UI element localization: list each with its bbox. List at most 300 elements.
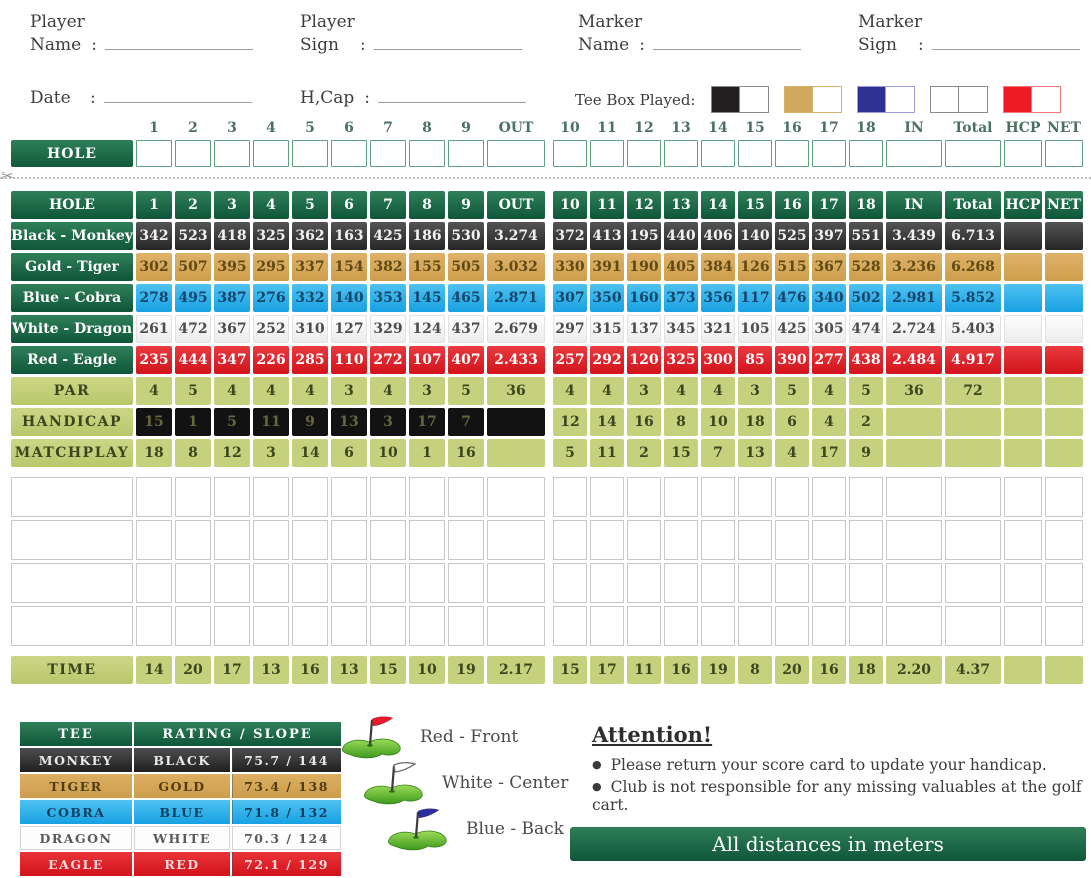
hole-number: 14 <box>708 120 728 136</box>
score-entry-box <box>331 140 367 167</box>
score-entry-box <box>448 140 484 167</box>
row-label: Black - Monkey <box>11 222 133 250</box>
score-cell: 350 <box>590 284 624 312</box>
score-cell: 2 <box>627 439 661 467</box>
score-cell <box>945 439 1001 467</box>
blank-write-line <box>378 90 526 103</box>
column-header: 10 <box>553 191 587 219</box>
score-cell: 126 <box>738 253 772 281</box>
score-entry-cell <box>627 520 661 560</box>
blank-write-line <box>374 37 522 50</box>
score-entry-cell <box>664 477 698 517</box>
score-cell: 438 <box>849 346 883 374</box>
score-entry-cell <box>945 563 1001 603</box>
score-cell: 278 <box>136 284 172 312</box>
field-label: Date <box>30 88 71 108</box>
colon: : <box>90 88 96 108</box>
score-row <box>553 346 1083 374</box>
hole-number: 12 <box>634 120 654 136</box>
blue-flag-green-icon <box>382 806 454 852</box>
score-entry-cell <box>136 477 172 517</box>
time-cell: 16 <box>812 656 846 684</box>
row-label: MATCHPLAY <box>11 439 133 467</box>
time-cell: 16 <box>292 656 328 684</box>
legend-item-blue-back <box>382 806 586 852</box>
score-cell: 5.403 <box>945 315 1001 343</box>
score-cell: 154 <box>331 253 367 281</box>
handicap-field <box>300 88 526 109</box>
score-cell: 10 <box>701 408 735 436</box>
score-entry-cell <box>738 477 772 517</box>
score-row <box>553 284 1083 312</box>
score-cell: 440 <box>664 222 698 250</box>
score-cell <box>487 408 545 436</box>
score-entry-cell <box>945 477 1001 517</box>
score-cell: 4 <box>812 408 846 436</box>
hole-number: 7 <box>383 120 393 136</box>
score-entry-cell <box>1004 477 1042 517</box>
score-entry-cell <box>701 477 735 517</box>
score-cell: 444 <box>175 346 211 374</box>
hole-number: 6 <box>344 120 354 136</box>
column-header: 2 <box>175 191 211 219</box>
score-entry-box <box>701 140 735 167</box>
marker-sign-field <box>858 12 1080 57</box>
score-cell: 4.917 <box>945 346 1001 374</box>
column-header: 13 <box>664 191 698 219</box>
score-entry-cell <box>553 563 587 603</box>
score-entry-cell <box>487 606 545 646</box>
score-cell: 2 <box>849 408 883 436</box>
score-entry-box <box>1045 140 1083 167</box>
score-cell: 2.433 <box>487 346 545 374</box>
tee-rating: GOLD <box>134 774 230 798</box>
score-entry-cell <box>214 606 250 646</box>
score-cell: 137 <box>627 315 661 343</box>
score-cell <box>1004 377 1042 405</box>
score-entry-cell <box>136 606 172 646</box>
score-cell: 406 <box>701 222 735 250</box>
tee-swatch-empty <box>959 87 987 112</box>
score-entry-box <box>945 140 1001 167</box>
score-cell: 321 <box>701 315 735 343</box>
score-entry-cell <box>627 563 661 603</box>
score-row <box>553 315 1083 343</box>
column-header: NET <box>1045 191 1083 219</box>
hole-number: 11 <box>597 120 617 136</box>
attention-title: Attention! <box>592 722 713 747</box>
field-label: Marker <box>578 12 643 32</box>
score-entry-box <box>775 140 809 167</box>
time-cell: 14 <box>136 656 172 684</box>
score-entry-cell <box>370 520 406 560</box>
player-name-field <box>30 12 253 57</box>
colon: : <box>360 35 366 56</box>
marker-name-field <box>578 12 801 57</box>
tee-box-swatch-black <box>711 86 769 113</box>
score-entry-cell <box>292 477 328 517</box>
score-cell: 502 <box>849 284 883 312</box>
score-cell: 140 <box>738 222 772 250</box>
time-cell: 18 <box>849 656 883 684</box>
score-entry-cell <box>627 477 661 517</box>
hole-number: OUT <box>498 120 534 136</box>
score-cell <box>1045 408 1083 436</box>
score-cell: 13 <box>331 408 367 436</box>
score-cell <box>945 408 1001 436</box>
score-cell: 395 <box>214 253 250 281</box>
field-label: H,Cap <box>300 88 355 108</box>
score-cell: 362 <box>292 222 328 250</box>
score-cell: 390 <box>775 346 809 374</box>
tee-swatch-empty <box>740 87 768 112</box>
score-entry-box <box>253 140 289 167</box>
score-cell: 2.484 <box>886 346 942 374</box>
hole-number: 9 <box>461 120 471 136</box>
score-cell: 5 <box>849 377 883 405</box>
time-cell: 4.37 <box>945 656 1001 684</box>
score-cell <box>886 439 942 467</box>
score-cell <box>886 408 942 436</box>
score-cell <box>1045 315 1083 343</box>
tee-name: EAGLE <box>20 852 132 876</box>
score-entry-cell <box>1004 563 1042 603</box>
row-label: Gold - Tiger <box>11 253 133 281</box>
score-cell: 551 <box>849 222 883 250</box>
column-header: 14 <box>701 191 735 219</box>
score-cell: 4 <box>775 439 809 467</box>
score-entry-box <box>487 140 545 167</box>
score-cell: 6.268 <box>945 253 1001 281</box>
score-cell: 295 <box>253 253 289 281</box>
score-cell: 14 <box>292 439 328 467</box>
score-cell <box>1004 284 1042 312</box>
score-row <box>11 346 545 374</box>
blank-row <box>553 477 1083 517</box>
score-cell <box>1045 346 1083 374</box>
column-header: 5 <box>292 191 328 219</box>
score-cell: 85 <box>738 346 772 374</box>
score-entry-cell <box>331 520 367 560</box>
score-entry-cell <box>253 606 289 646</box>
score-cell: 120 <box>627 346 661 374</box>
time-cell: 20 <box>775 656 809 684</box>
field-label: Sign <box>300 35 339 56</box>
hole-number: HCP <box>1005 120 1041 136</box>
score-cell: 36 <box>886 377 942 405</box>
hole-row-label: HOLE <box>11 140 133 167</box>
player-score-grid <box>8 474 548 649</box>
time-cell: 13 <box>253 656 289 684</box>
score-cell: 105 <box>738 315 772 343</box>
tee-swatch-filled <box>931 87 959 112</box>
time-row <box>553 656 1083 684</box>
score-entry-cell <box>945 520 1001 560</box>
score-entry-cell <box>812 520 846 560</box>
tee-slope: 71.8 / 132 <box>232 800 341 824</box>
blank-write-line <box>105 37 253 50</box>
time-cell: 15 <box>370 656 406 684</box>
tee-box-played <box>575 86 1076 113</box>
score-entry-cell <box>849 563 883 603</box>
tee-swatch-filled <box>712 87 740 112</box>
score-entry-cell <box>331 606 367 646</box>
score-cell <box>1004 315 1042 343</box>
score-entry-cell <box>292 563 328 603</box>
score-cell: 4 <box>136 377 172 405</box>
back-nine-section <box>550 188 1086 687</box>
score-entry-cell <box>775 606 809 646</box>
score-entry-cell <box>409 477 445 517</box>
score-cell: 382 <box>370 253 406 281</box>
score-cell: 4 <box>590 377 624 405</box>
scissors-icon: ✂ <box>1 167 14 185</box>
legend-item-white-center <box>358 760 586 806</box>
score-cell: 474 <box>849 315 883 343</box>
score-entry-cell <box>553 606 587 646</box>
score-cell: 425 <box>370 222 406 250</box>
time-cell: 19 <box>701 656 735 684</box>
score-entry-box <box>553 140 587 167</box>
score-cell: 6 <box>331 439 367 467</box>
hole-number: 5 <box>305 120 315 136</box>
score-cell: 3 <box>409 377 445 405</box>
hole-number: 3 <box>227 120 237 136</box>
score-cell: 407 <box>448 346 484 374</box>
score-cell: 3 <box>331 377 367 405</box>
score-entry-cell <box>292 520 328 560</box>
tee-name: DRAGON <box>20 826 132 850</box>
score-cell: 367 <box>812 253 846 281</box>
time-cell: 17 <box>214 656 250 684</box>
score-entry-cell <box>448 520 484 560</box>
tee-slope: 72.1 / 129 <box>232 852 341 876</box>
score-cell: 2.724 <box>886 315 942 343</box>
score-entry-cell <box>886 477 942 517</box>
tee-table-row <box>20 774 341 798</box>
legend-label: Blue - Back <box>466 819 564 839</box>
score-cell: 261 <box>136 315 172 343</box>
tee-rating: BLACK <box>134 748 230 772</box>
score-row <box>11 284 545 312</box>
blank-row <box>11 520 545 560</box>
score-cell: 257 <box>553 346 587 374</box>
score-entry-box <box>175 140 211 167</box>
score-row <box>11 253 545 281</box>
score-entry-cell <box>886 520 942 560</box>
score-cell: 367 <box>214 315 250 343</box>
front-score-entry-grid <box>8 474 548 649</box>
tee-name: COBRA <box>20 800 132 824</box>
score-entry-cell <box>370 563 406 603</box>
score-entry-box <box>590 140 624 167</box>
score-cell: 5 <box>553 439 587 467</box>
tee-rating: RED <box>134 852 230 876</box>
colon: : <box>364 88 370 108</box>
hole-entry-table <box>8 116 548 170</box>
score-cell: 6 <box>775 408 809 436</box>
column-header: HCP <box>1004 191 1042 219</box>
score-cell <box>1045 253 1083 281</box>
score-cell: 5.852 <box>945 284 1001 312</box>
column-header: HOLE <box>11 191 133 219</box>
score-entry-box <box>292 140 328 167</box>
hole-number: 2 <box>188 120 198 136</box>
score-cell: 332 <box>292 284 328 312</box>
time-cell: 2.20 <box>886 656 942 684</box>
hole-number: 1 <box>149 120 159 136</box>
score-cell: 5 <box>175 377 211 405</box>
score-cell: 252 <box>253 315 289 343</box>
score-cell: 405 <box>664 253 698 281</box>
score-row <box>553 408 1083 436</box>
score-entry-box <box>370 140 406 167</box>
score-entry-cell <box>1004 606 1042 646</box>
score-entry-cell <box>812 606 846 646</box>
score-cell: 117 <box>738 284 772 312</box>
score-cell: 3.032 <box>487 253 545 281</box>
score-cell: 1 <box>409 439 445 467</box>
score-cell: 16 <box>448 439 484 467</box>
score-cell: 373 <box>664 284 698 312</box>
row-label: Blue - Cobra <box>11 284 133 312</box>
score-entry-cell <box>590 477 624 517</box>
score-cell: 297 <box>553 315 587 343</box>
score-entry-cell <box>136 520 172 560</box>
score-entry-cell <box>738 520 772 560</box>
score-cell: 345 <box>664 315 698 343</box>
row-label: PAR <box>11 377 133 405</box>
hole-entry-table <box>550 116 1086 170</box>
score-row <box>11 408 545 436</box>
score-cell: 342 <box>136 222 172 250</box>
score-cell: 307 <box>553 284 587 312</box>
score-cell: 11 <box>590 439 624 467</box>
hole-number: 13 <box>671 120 691 136</box>
hole-number: Total <box>953 120 993 136</box>
score-cell: 4 <box>701 377 735 405</box>
colon: : <box>639 35 645 56</box>
score-entry-cell <box>590 606 624 646</box>
score-cell: 384 <box>701 253 735 281</box>
front-nine-section <box>8 188 548 687</box>
back-score-entry-grid <box>550 474 1086 649</box>
score-entry-box <box>812 140 846 167</box>
score-cell: 302 <box>136 253 172 281</box>
score-row <box>11 377 545 405</box>
time-cell: 8 <box>738 656 772 684</box>
time-table <box>8 653 548 687</box>
hole-number: 10 <box>560 120 580 136</box>
column-header: IN <box>886 191 942 219</box>
score-cell: 17 <box>409 408 445 436</box>
player-sign-field <box>300 12 522 57</box>
score-cell: 7 <box>701 439 735 467</box>
score-cell: 110 <box>331 346 367 374</box>
tee-box-swatch-gold <box>784 86 842 113</box>
score-entry-cell <box>886 606 942 646</box>
time-cell <box>1004 656 1042 684</box>
score-cell: 16 <box>627 408 661 436</box>
score-entry-cell <box>738 563 772 603</box>
tee-swatch-empty <box>813 87 841 112</box>
tee-table-row <box>20 826 341 850</box>
score-cell <box>1004 439 1042 467</box>
score-entry-cell <box>849 477 883 517</box>
time-cell: 13 <box>331 656 367 684</box>
time-cell: 19 <box>448 656 484 684</box>
date-field <box>30 88 252 109</box>
tee-rating-slope-table <box>18 720 343 878</box>
tee-swatch-filled <box>858 87 886 112</box>
score-entry-cell <box>701 606 735 646</box>
score-cell: 190 <box>627 253 661 281</box>
scorecard-table <box>8 188 548 470</box>
score-entry-cell <box>11 606 133 646</box>
score-cell: 4 <box>292 377 328 405</box>
column-header: 1 <box>136 191 172 219</box>
time-cell: 10 <box>409 656 445 684</box>
score-cell: 437 <box>448 315 484 343</box>
rating-slope-header: RATING / SLOPE <box>134 722 341 746</box>
score-cell: 325 <box>253 222 289 250</box>
field-label: Player <box>300 12 355 32</box>
score-cell: 2.981 <box>886 284 942 312</box>
score-cell: 3 <box>370 408 406 436</box>
score-row <box>11 222 545 250</box>
score-cell: 127 <box>331 315 367 343</box>
score-cell: 387 <box>214 284 250 312</box>
column-header: 6 <box>331 191 367 219</box>
score-cell: 15 <box>664 439 698 467</box>
score-cell: 17 <box>812 439 846 467</box>
column-header: 8 <box>409 191 445 219</box>
score-cell: 330 <box>553 253 587 281</box>
score-entry-box <box>1004 140 1042 167</box>
score-cell: 276 <box>253 284 289 312</box>
score-entry-cell <box>214 477 250 517</box>
score-cell: 476 <box>775 284 809 312</box>
tee-box-played-label: Tee Box Played: <box>575 90 696 109</box>
score-cell: 472 <box>175 315 211 343</box>
score-cell <box>1004 222 1042 250</box>
back-time-row <box>550 653 1086 687</box>
score-cell: 507 <box>175 253 211 281</box>
score-entry-cell <box>812 563 846 603</box>
score-cell: 3 <box>738 377 772 405</box>
tee-header: TEE <box>20 722 132 746</box>
tee-box-swatches <box>711 86 1076 113</box>
score-cell: 277 <box>812 346 846 374</box>
score-entry-cell <box>11 563 133 603</box>
score-cell: 11 <box>253 408 289 436</box>
blank-row <box>11 563 545 603</box>
score-entry-cell <box>590 520 624 560</box>
score-cell: 530 <box>448 222 484 250</box>
score-cell <box>1004 408 1042 436</box>
score-cell: 425 <box>775 315 809 343</box>
tee-slope: 73.4 / 138 <box>232 774 341 798</box>
attention-bullet: ● Club is not responsible for any missing valuables at the golf cart. <box>592 778 1086 814</box>
row-label: TIME <box>11 656 133 684</box>
score-entry-cell <box>1004 520 1042 560</box>
score-cell: 18 <box>136 439 172 467</box>
score-entry-box <box>664 140 698 167</box>
score-cell: 155 <box>409 253 445 281</box>
hole-number: 18 <box>856 120 876 136</box>
score-cell <box>487 439 545 467</box>
tee-table-row <box>20 800 341 824</box>
